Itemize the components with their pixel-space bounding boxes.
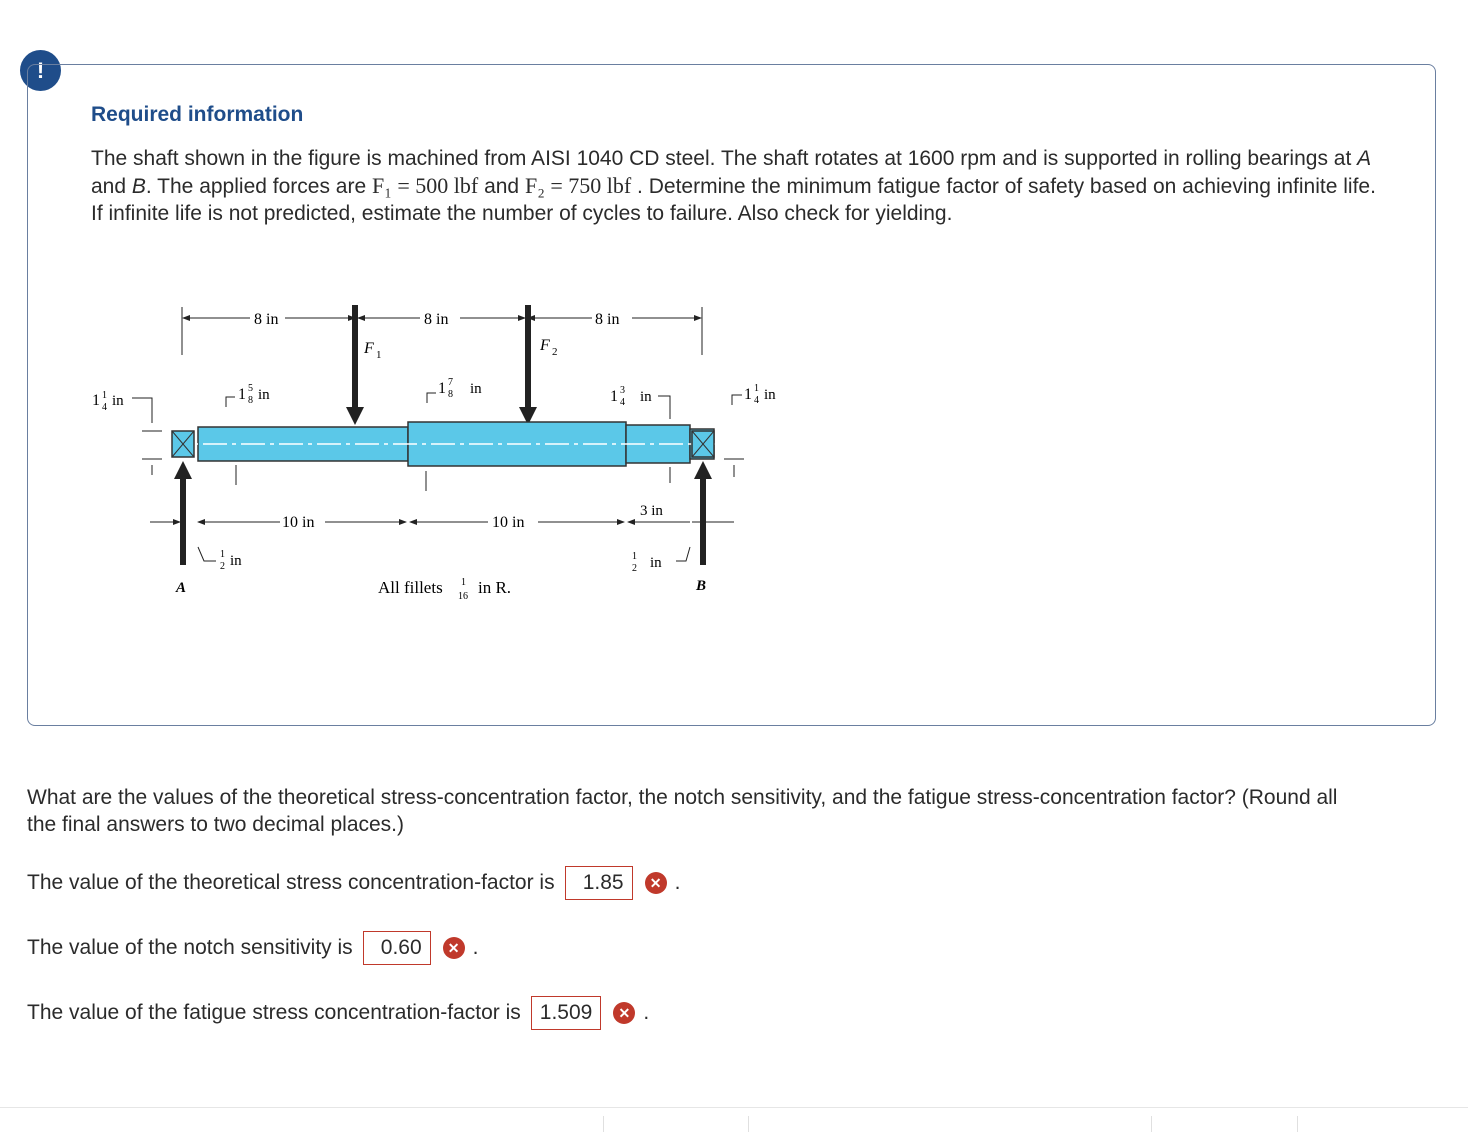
- svg-text:3: 3: [620, 385, 625, 396]
- svg-text:4: 4: [754, 395, 759, 406]
- svg-text:1: 1: [438, 380, 446, 397]
- svg-text:in: in: [650, 555, 662, 571]
- svg-text:in: in: [640, 389, 652, 405]
- svg-text:8: 8: [248, 395, 253, 406]
- dim-8in-1: 8 in: [254, 311, 279, 328]
- label-b: B: [696, 578, 707, 594]
- fillets-note: All fillets: [378, 578, 443, 597]
- svg-text:1: 1: [92, 392, 100, 409]
- kt-input[interactable]: 1.85: [565, 866, 633, 900]
- svg-text:in: in: [764, 387, 776, 403]
- svg-text:in R.: in R.: [478, 578, 512, 597]
- x-circle-icon: ✕: [645, 872, 667, 894]
- dim-3in: 3 in: [640, 503, 663, 519]
- svg-text:1: 1: [102, 390, 107, 401]
- svg-text:1: 1: [238, 386, 246, 403]
- answer-label: The value of the theoretical stress concentration-factor is: [27, 871, 555, 894]
- svg-text:1: 1: [376, 349, 382, 361]
- answer-row-kt: The value of the theoretical stress concentration-factor is 1.85 ✕ .: [27, 866, 680, 900]
- svg-text:5: 5: [248, 383, 253, 394]
- answer-label: The value of the notch sensitivity is: [27, 936, 353, 959]
- dim-10in-2: 10 in: [492, 514, 525, 531]
- answer-row-q: The value of the notch sensitivity is 0.60 ✕ .: [27, 931, 479, 965]
- svg-text:1: 1: [610, 388, 618, 405]
- label-a: A: [176, 580, 187, 596]
- svg-text:2: 2: [632, 563, 637, 574]
- svg-text:in: in: [112, 393, 124, 409]
- dim-8in-2: 8 in: [424, 311, 449, 328]
- dim-10in-1: 10 in: [282, 514, 315, 531]
- svg-text:16: 16: [458, 591, 468, 602]
- svg-text:4: 4: [620, 397, 625, 408]
- svg-text:8: 8: [448, 389, 453, 400]
- f1-label: F: [364, 340, 374, 357]
- svg-text:2: 2: [552, 346, 558, 358]
- exclamation-icon: !: [20, 50, 61, 91]
- bottom-toolbar: [0, 1107, 1468, 1132]
- f2-label: F: [540, 337, 550, 354]
- answer-row-kf: The value of the fatigue stress concentration-factor is 1.509 ✕ .: [27, 996, 649, 1030]
- x-circle-icon: ✕: [613, 1002, 635, 1024]
- svg-text:1: 1: [632, 551, 637, 562]
- svg-text:1: 1: [220, 549, 225, 560]
- svg-text:2: 2: [220, 561, 225, 572]
- f1-equation: F₁ = 500 lbf: [371, 173, 479, 198]
- problem-statement: The shaft shown in the figure is machined from AISI 1040 CD steel. The shaft rotates at 1600 rpm and is supported in rolling bearings at A and B. The applied forces are F₁ = 500 lbf and F₂ = 750 lbf . Determine the minimum fatigue factor of safety based on achieving infinite life. If infinite life is not predicted, estimate the number of cycles to failure. Also check for yielding.: [91, 147, 1376, 225]
- dim-8in-3: 8 in: [595, 311, 620, 328]
- answer-label: The value of the fatigue stress concentration-factor is: [27, 1001, 521, 1024]
- q-input[interactable]: 0.60: [363, 931, 431, 965]
- svg-text:1: 1: [754, 383, 759, 394]
- shaft-figure: [80, 295, 820, 615]
- svg-text:in: in: [470, 381, 482, 397]
- kf-input[interactable]: 1.509: [531, 996, 602, 1030]
- svg-text:in: in: [258, 387, 270, 403]
- f2-equation: F₂ = 750 lbf: [524, 173, 632, 198]
- svg-text:1: 1: [461, 577, 466, 588]
- svg-text:1: 1: [744, 386, 752, 403]
- x-circle-icon: ✕: [443, 937, 465, 959]
- required-info-title: Required information: [91, 103, 304, 126]
- svg-text:7: 7: [448, 377, 453, 388]
- svg-text:in: in: [230, 553, 242, 569]
- question-text: What are the values of the theoretical stress-concentration factor, the notch sensitivity, and the fatigue stress-concentration factor? (Round all the final answers to two decimal places.): [27, 786, 1338, 836]
- svg-text:4: 4: [102, 402, 107, 413]
